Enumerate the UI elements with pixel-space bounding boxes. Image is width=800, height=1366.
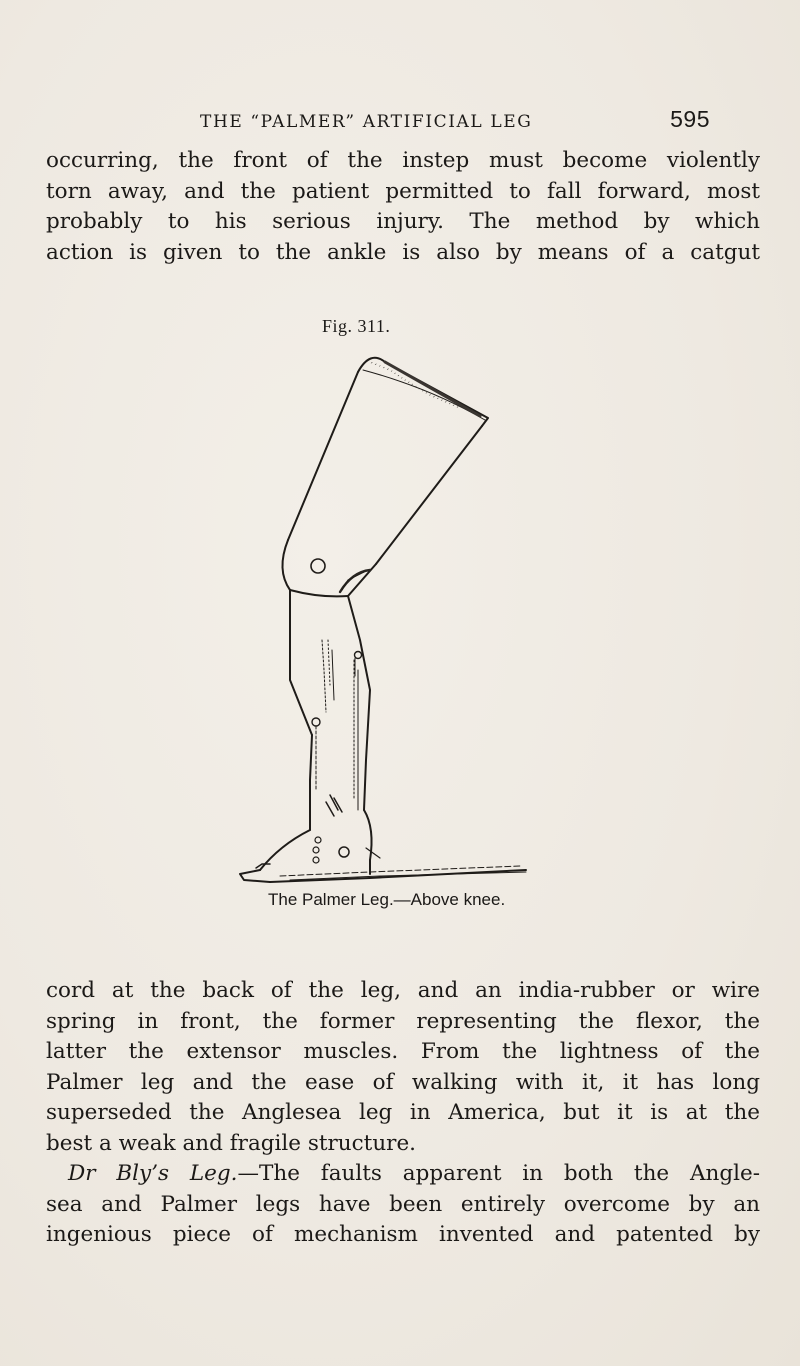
leg-drawing: [230, 340, 530, 900]
text-line: ingenious piece of mechanism invented and patented by: [46, 1222, 760, 1247]
paragraph-top: [46, 146, 760, 268]
text-line: occurring, the front of the instep must become violently: [46, 148, 760, 173]
text-line: Palmer leg and the ease of walking with it, it has long: [46, 1069, 760, 1095]
text-line: sea and Palmer legs have been entirely overcome by an: [46, 1191, 760, 1217]
page-header: [200, 108, 710, 138]
text-line: cord at the back of the leg, and an india-rubber or wire: [46, 978, 760, 1003]
artificial-leg-illustration: [230, 340, 530, 900]
figure-caption: The Palmer Leg.—Above knee.: [268, 890, 506, 909]
text-line: action is given to the ankle is also by means of a catgut: [46, 239, 760, 265]
paragraph-bottom: [46, 976, 760, 1251]
text-line: latter the extensor muscles. From the lightness of the: [46, 1039, 760, 1064]
text-line: spring in front, the former representing the flexor, the: [46, 1008, 760, 1034]
page-number: 595: [670, 106, 710, 132]
figure-label: Fig. 311.: [322, 316, 391, 336]
text-line: torn away, and the patient permitted to fall forward, most: [46, 178, 760, 204]
text-line-rest: —The faults apparent in both the Angle-: [237, 1161, 760, 1186]
text-line: best a weak and fragile structure.: [46, 1130, 417, 1156]
subsection-first-line: [46, 1159, 760, 1190]
text-line: probably to his serious injury. The method by which: [46, 209, 760, 234]
running-title: THE “PALMER” ARTIFICIAL LEG: [200, 112, 533, 132]
text-line: superseded the Anglesea leg in America, but it is at the: [46, 1100, 760, 1125]
subsection-heading: Dr Bly’s Leg.: [68, 1161, 238, 1186]
